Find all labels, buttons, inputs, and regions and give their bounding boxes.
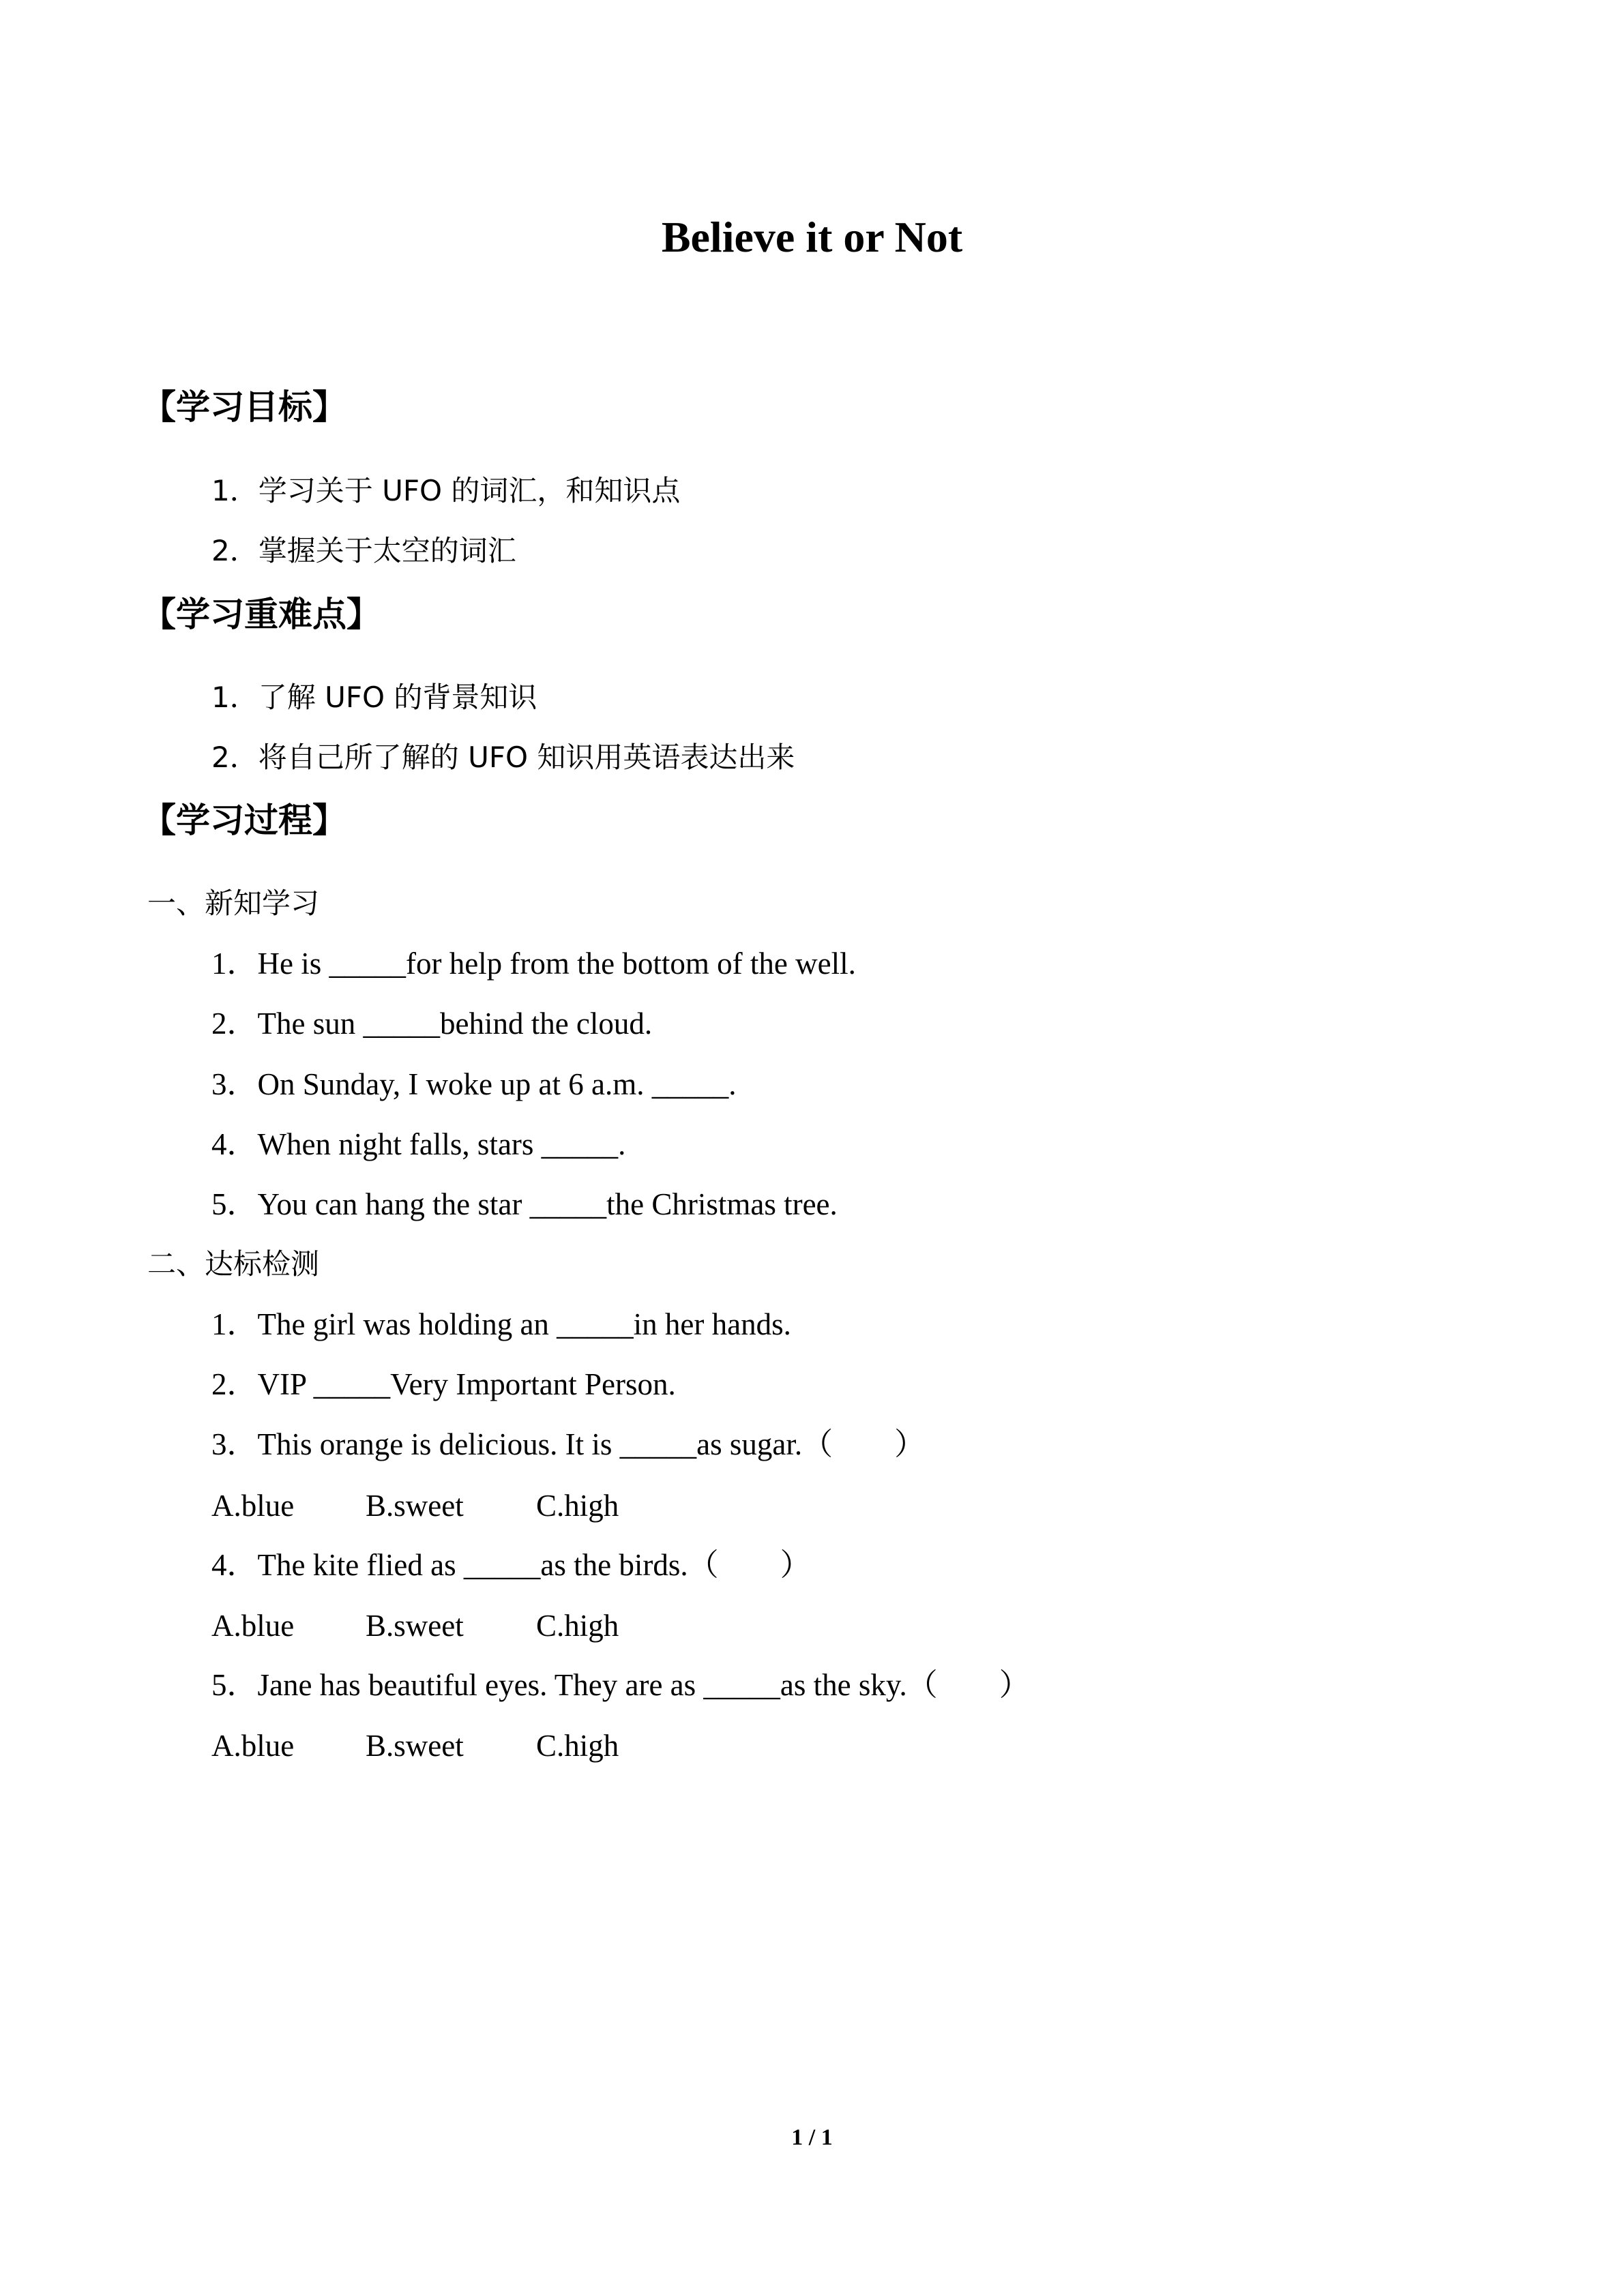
part2-item-3: 3．This orange is delicious. It is _____as sugar.（ ） [211, 1427, 926, 1461]
part2-item-5: 5．Jane has beautiful eyes. They are as _____as the sky.（ ） [211, 1668, 1030, 1702]
objective-item-1: 1．学习关于 UFO 的词汇，和知识点 [211, 474, 681, 507]
heading-key-points: 【学习重难点】 [142, 595, 381, 634]
options-row-4 [211, 1605, 619, 1646]
document-title: Believe it or Not [661, 213, 963, 261]
option-c: C.high [536, 1729, 619, 1763]
option-a: A.blue [211, 1729, 295, 1763]
objective-item-2: 2．掌握关于太空的词汇 [211, 534, 516, 567]
option-b: B.sweet [366, 1729, 464, 1763]
part1-label: 一、新知学习 [147, 886, 320, 920]
part1-item-4: 4．When night falls, stars _____. [211, 1127, 626, 1161]
option-c: C.high [536, 1609, 619, 1643]
heading-process: 【学习过程】 [142, 801, 346, 840]
heading-objectives: 【学习目标】 [142, 387, 346, 427]
part2-item-2: 2．VIP _____Very Important Person. [211, 1367, 676, 1401]
option-b: B.sweet [366, 1489, 464, 1523]
option-a: A.blue [211, 1609, 295, 1643]
option-c: C.high [536, 1489, 619, 1523]
options-row-5 [211, 1725, 619, 1766]
option-b: B.sweet [366, 1609, 464, 1643]
part2-item-1: 1．The girl was holding an _____in her hands. [211, 1307, 791, 1341]
part2-label: 二、达标检测 [147, 1247, 320, 1281]
part1-item-3: 3．On Sunday, I woke up at 6 a.m. _____. [211, 1067, 737, 1101]
option-a: A.blue [211, 1489, 295, 1523]
page-number: 1 / 1 [791, 2125, 833, 2150]
part1-item-2: 2．The sun _____behind the cloud. [211, 1007, 653, 1041]
part2-item-4: 4．The kite flied as _____as the birds.（ ） [211, 1548, 811, 1582]
part1-item-5: 5．You can hang the star _____the Christmas tree. [211, 1187, 838, 1221]
key-point-item-1: 1．了解 UFO 的背景知识 [211, 681, 537, 714]
key-point-item-2: 2．将自己所了解的 UFO 知识用英语表达出来 [211, 741, 795, 774]
part1-item-1: 1．He is _____for help from the bottom of the well. [211, 946, 856, 981]
options-row-3 [211, 1485, 619, 1526]
